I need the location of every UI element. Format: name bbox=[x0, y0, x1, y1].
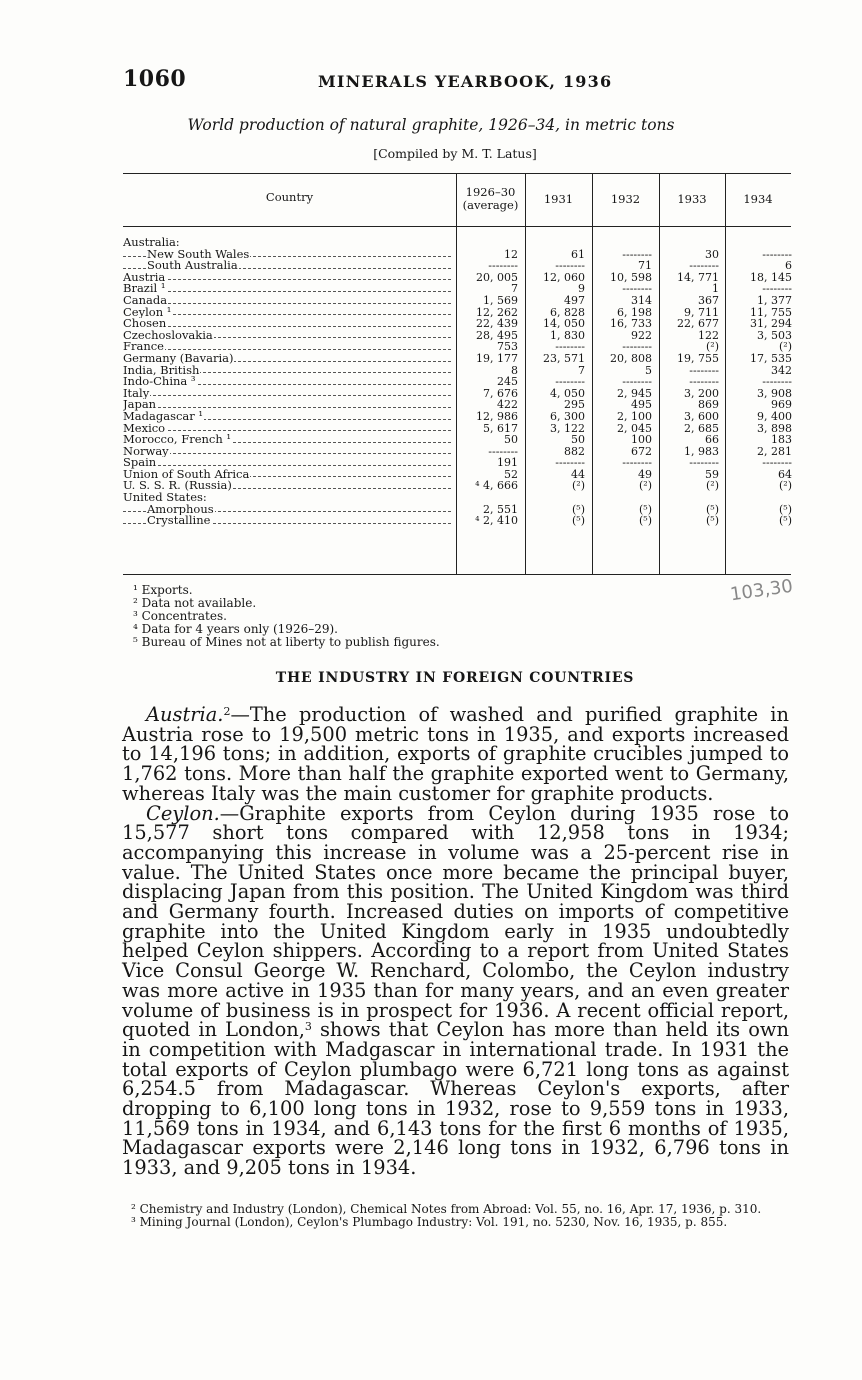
table-row-country bbox=[123, 434, 453, 446]
table-cell: 191 bbox=[497, 456, 518, 470]
country-label: Chosen bbox=[123, 318, 167, 330]
table-cell: 2, 551 bbox=[483, 502, 518, 516]
table-cell: 20, 808 bbox=[610, 351, 652, 365]
table-cell bbox=[458, 237, 518, 249]
table-cell: (²) bbox=[779, 479, 792, 493]
table-cell: 12, 986 bbox=[476, 409, 518, 423]
value-column-1926-30 bbox=[458, 237, 518, 527]
section-title: THE INDUSTRY IN FOREIGN COUNTRIES bbox=[275, 670, 635, 686]
table-cell: 869 bbox=[698, 398, 719, 412]
table-row-country bbox=[123, 283, 453, 295]
table-compiler: [Compiled by M. T. Latus] bbox=[373, 146, 537, 161]
table-cell: 12 bbox=[504, 247, 518, 261]
table-row-country bbox=[123, 480, 453, 492]
table-cell: 3, 122 bbox=[550, 421, 585, 435]
table-cell: 295 bbox=[564, 398, 585, 412]
table-cell: 19, 177 bbox=[476, 351, 518, 365]
table-cell bbox=[527, 237, 585, 249]
table-cell: 8 bbox=[511, 363, 518, 377]
table-cell: 31, 294 bbox=[750, 317, 792, 331]
col-header-1931: 1931 bbox=[543, 192, 574, 206]
table-cell: 1, 983 bbox=[684, 444, 719, 458]
table-footnote: ⁵ Bureau of Mines not at liberty to publish figures. bbox=[133, 635, 440, 649]
table-row-country bbox=[123, 504, 453, 516]
table-row-country bbox=[123, 365, 453, 377]
table-bottom-rule bbox=[123, 574, 791, 575]
table-cell: 3, 200 bbox=[684, 386, 719, 400]
country-label: France bbox=[123, 341, 164, 353]
table-row-country bbox=[123, 399, 453, 411]
austria-heading: Austria. bbox=[146, 703, 224, 726]
table-cell: -------- bbox=[689, 375, 719, 389]
page-number: 1060 bbox=[123, 66, 187, 92]
country-label: India, British bbox=[123, 364, 200, 377]
table-footnote: ⁴ Data for 4 years only (1926–29). bbox=[133, 622, 338, 636]
table-cell: -------- bbox=[622, 247, 652, 261]
table-cell: (²) bbox=[706, 479, 719, 493]
table-cell: 9, 400 bbox=[757, 409, 792, 423]
country-label: United States: bbox=[123, 492, 207, 504]
table-cell: -------- bbox=[555, 375, 585, 389]
value-column-1932 bbox=[594, 237, 652, 527]
table-cell: 122 bbox=[698, 328, 719, 342]
table-cell: (⁵) bbox=[639, 514, 652, 528]
table-cell: ⁴ 2, 410 bbox=[475, 514, 518, 528]
country-label: Italy bbox=[123, 387, 150, 400]
table-cell: (⁵) bbox=[706, 502, 719, 516]
country-label: Norway bbox=[123, 445, 169, 458]
country-label: Czechoslovakia bbox=[123, 329, 213, 342]
value-column-1931 bbox=[527, 237, 585, 527]
table-row-country bbox=[123, 341, 453, 353]
table-cell: 495 bbox=[631, 398, 652, 412]
table-cell: -------- bbox=[622, 456, 652, 470]
table-cell: -------- bbox=[689, 363, 719, 377]
table-cell: 3, 908 bbox=[757, 386, 792, 400]
col-header-1934: 1934 bbox=[743, 192, 773, 206]
col-divider bbox=[725, 173, 726, 574]
country-label: Mexico bbox=[123, 422, 166, 435]
table-cell: 969 bbox=[771, 398, 792, 412]
table-cell: 2, 945 bbox=[617, 386, 652, 400]
table-footnote: ³ Concentrates. bbox=[133, 609, 227, 623]
ceylon-text-1: —Graphite exports from Ceylon during 1935 rose to 15,577 short tons compared with 12,958 tons in 1934; accompanying this increase in volume was a 25-percent rise in value. The United States once more became the principal buyer, displacing Japan from this position. The United Kingdom was third and Germany fourth. Increased duties on imports of competitive graphite into the United Kingdom early in 1935 undoubtedly helped Ceylon shippers. According to a report from United States Vice Consul George W. Renchard, Colombo, the Ceylon industry was more active in 1935 than for many years, and an even greater volume of business is in prospect for 1936. A recent official report, quoted in London, bbox=[122, 801, 789, 1042]
col-header-1926-30-note: (average) bbox=[462, 198, 519, 212]
table-cell: 367 bbox=[698, 293, 719, 307]
table-row-country bbox=[123, 295, 453, 307]
table-cell: (⁵) bbox=[706, 514, 719, 528]
table-cell: 3, 503 bbox=[757, 328, 792, 342]
table-cell: 23, 571 bbox=[543, 351, 585, 365]
col-divider bbox=[525, 173, 526, 574]
col-header-1926-30 bbox=[456, 186, 525, 212]
paragraph-ceylon bbox=[122, 801, 789, 1180]
col-header-1932: 1932 bbox=[610, 192, 641, 206]
body-text bbox=[122, 705, 789, 1178]
table-cell: -------- bbox=[488, 259, 518, 273]
table-cell: -------- bbox=[689, 259, 719, 273]
table-cell: 5 bbox=[645, 363, 652, 377]
pencil-margin-note: 103,30 bbox=[728, 575, 795, 606]
table-cell: 3, 600 bbox=[684, 409, 719, 423]
table-cell: 14, 771 bbox=[677, 270, 719, 284]
table-footnote: ¹ Exports. bbox=[133, 583, 193, 597]
table-cell: 14, 050 bbox=[543, 317, 585, 331]
table-cell: -------- bbox=[762, 282, 792, 296]
table-cell: 11, 755 bbox=[750, 305, 792, 319]
col-divider bbox=[592, 173, 593, 574]
table-cell: 4, 050 bbox=[550, 386, 585, 400]
table-cell: 7 bbox=[511, 282, 518, 296]
table-cell: 672 bbox=[631, 444, 652, 458]
table-cell: 245 bbox=[497, 375, 518, 389]
table-cell: -------- bbox=[762, 456, 792, 470]
table-cell: 22, 439 bbox=[476, 317, 518, 331]
table-cell: 753 bbox=[497, 340, 518, 354]
table-cell: (²) bbox=[779, 340, 792, 354]
table-row-country bbox=[123, 492, 453, 504]
table-row-country bbox=[123, 260, 453, 272]
table-cell: 2, 685 bbox=[684, 421, 719, 435]
table-cell: 9, 711 bbox=[684, 305, 719, 319]
table-cell: 59 bbox=[705, 467, 719, 481]
table-cell: 7, 676 bbox=[483, 386, 518, 400]
table-cell: (⁵) bbox=[779, 514, 792, 528]
table-row-country bbox=[123, 330, 453, 342]
table-cell: 2, 045 bbox=[617, 421, 652, 435]
table-cell: -------- bbox=[555, 456, 585, 470]
page-footnote-2: ² Chemistry and Industry (London), Chemical Notes from Abroad: Vol. 55, no. 16, Apr. 17, 1936, p. 310. bbox=[131, 1202, 762, 1216]
table-cell: -------- bbox=[762, 375, 792, 389]
table-cell: 52 bbox=[504, 467, 518, 481]
table-row-country bbox=[123, 376, 453, 388]
footnote-ref-2: 2 bbox=[223, 705, 231, 718]
table-cell: 497 bbox=[564, 293, 585, 307]
table-row-country bbox=[123, 469, 453, 481]
table-cell: 64 bbox=[778, 467, 792, 481]
table-row-country bbox=[123, 249, 453, 261]
austria-text: —The production of washed and purified graphite in Austria rose to 19,500 metric tons in 1935, and exports increased to 14,196 tons; in addition, exports of graphite crucibles jumped to 1,762 tons. More than half the graphite exported went to Germany, whereas Italy was the main customer for graphite products. bbox=[122, 703, 789, 805]
table-row-country bbox=[123, 411, 453, 423]
table-row-country bbox=[123, 237, 453, 249]
table-cell: (²) bbox=[572, 479, 585, 493]
table-cell: (⁵) bbox=[639, 502, 652, 516]
country-column bbox=[123, 237, 453, 527]
country-label: Brazil ¹ bbox=[123, 283, 166, 295]
table-cell: 12, 060 bbox=[543, 270, 585, 284]
table-cell: 20, 005 bbox=[476, 270, 518, 284]
country-label: Amorphous bbox=[147, 503, 214, 516]
table-cell: 17, 535 bbox=[750, 351, 792, 365]
table-footnote: ² Data not available. bbox=[133, 596, 257, 610]
value-column-1933 bbox=[661, 237, 719, 527]
table-cell: -------- bbox=[488, 444, 518, 458]
table-cell: ⁴ 4, 666 bbox=[475, 479, 518, 493]
col-divider bbox=[659, 173, 660, 574]
table-row-country bbox=[123, 272, 453, 284]
country-label: Union of South Africa bbox=[123, 468, 250, 481]
table-cell: 2, 100 bbox=[617, 409, 652, 423]
table-cell: -------- bbox=[762, 247, 792, 261]
table-cell: 3, 898 bbox=[757, 421, 792, 435]
table-cell: -------- bbox=[622, 340, 652, 354]
page-footnote-3: ³ Mining Journal (London), Ceylon's Plumbago Industry: Vol. 191, no. 5230, Nov. 16, 1935, p. 855. bbox=[131, 1214, 728, 1229]
country-label: Germany (Bavaria) bbox=[123, 352, 234, 365]
country-label: Crystalline bbox=[147, 515, 211, 527]
table-cell: 1, 377 bbox=[757, 293, 792, 307]
paragraph-austria bbox=[122, 705, 789, 804]
col-divider bbox=[456, 173, 457, 574]
table-title: World production of natural graphite, 1926–34, in metric tons bbox=[187, 116, 675, 134]
col-header-1933: 1933 bbox=[677, 192, 707, 206]
table-footnotes bbox=[133, 584, 440, 649]
table-cell: 10, 598 bbox=[610, 270, 652, 284]
table-cell: 71 bbox=[638, 259, 652, 273]
table-row-country bbox=[123, 388, 453, 400]
table-header-rule bbox=[123, 226, 791, 227]
country-label: New South Wales bbox=[147, 248, 250, 261]
table-row-country bbox=[123, 423, 453, 435]
table-cell bbox=[594, 492, 652, 504]
table-cell: 6 bbox=[785, 259, 792, 273]
table-row-country bbox=[123, 446, 453, 458]
table-cell: 49 bbox=[638, 467, 652, 481]
country-label: Canada bbox=[123, 294, 168, 307]
table-cell: -------- bbox=[555, 259, 585, 273]
page-footnotes bbox=[131, 1203, 761, 1228]
table-cell: (⁵) bbox=[572, 502, 585, 516]
country-label: Madagascar ¹ bbox=[123, 410, 204, 423]
table-cell bbox=[458, 492, 518, 504]
table-cell: 2, 281 bbox=[757, 444, 792, 458]
table-cell: 314 bbox=[631, 293, 652, 307]
table-cell: -------- bbox=[622, 282, 652, 296]
table-cell: 882 bbox=[564, 444, 585, 458]
table-cell: (⁵) bbox=[572, 514, 585, 528]
table-cell: 1, 830 bbox=[550, 328, 585, 342]
running-head: MINERALS YEARBOOK, 1936 bbox=[318, 72, 613, 91]
table-cell: 16, 733 bbox=[610, 317, 652, 331]
table-cell: 422 bbox=[497, 398, 518, 412]
country-label: Indo-China ³ bbox=[123, 376, 196, 388]
table-cell bbox=[727, 492, 792, 504]
table-cell: 9 bbox=[578, 282, 585, 296]
country-label: Spain bbox=[123, 457, 157, 469]
table-cell: 19, 755 bbox=[677, 351, 719, 365]
table-cell: 1 bbox=[712, 282, 719, 296]
table-cell: 6, 300 bbox=[550, 409, 585, 423]
ceylon-text-2: shows that Ceylon has more than held its own in competition with Madgascar in international trade. In 1931 the total exports of Ceylon plumbago were 6,721 long tons as against 6,254.5 from Madagascar. Whereas Ceylon's exports, after dropping to 6,100 long tons in 1932, rose to 9,559 tons in 1933, 11,569 tons in 1934, and 6,143 tons for the first 6 months of 1935, Madagascar exports were 2,146 long tons in 1932, 6,796 tons in 1933, and 9,205 tons in 1934. bbox=[122, 1018, 789, 1180]
country-label: Morocco, French ¹ bbox=[123, 434, 232, 446]
table-cell: 6, 828 bbox=[550, 305, 585, 319]
table-cell bbox=[727, 237, 792, 249]
value-column-1934 bbox=[727, 237, 792, 527]
table-cell: (²) bbox=[639, 479, 652, 493]
table-cell: 6, 198 bbox=[617, 305, 652, 319]
table-cell: -------- bbox=[689, 456, 719, 470]
table-cell: (⁵) bbox=[779, 502, 792, 516]
table-cell: 44 bbox=[571, 467, 585, 481]
table-row-country bbox=[123, 457, 453, 469]
table-cell: 100 bbox=[631, 433, 652, 447]
col-header-country: Country bbox=[265, 190, 314, 204]
col-header-1926-30-years: 1926–30 bbox=[465, 185, 516, 199]
table-cell: 22, 677 bbox=[677, 317, 719, 331]
country-label: Japan bbox=[123, 399, 157, 411]
table-row-country bbox=[123, 515, 453, 527]
table-cell: 50 bbox=[571, 433, 585, 447]
table-row-country bbox=[123, 318, 453, 330]
table-cell: 1, 569 bbox=[483, 293, 518, 307]
table-cell: 12, 262 bbox=[476, 305, 518, 319]
table-cell bbox=[661, 492, 719, 504]
ceylon-heading: Ceylon. bbox=[146, 801, 220, 825]
table-row-country bbox=[123, 353, 453, 365]
footnote-ref-3: 3 bbox=[304, 1020, 312, 1034]
table-cell bbox=[527, 492, 585, 504]
table-cell bbox=[661, 237, 719, 249]
table-cell: 5, 617 bbox=[483, 421, 518, 435]
table-cell: (²) bbox=[706, 340, 719, 354]
table-cell: 50 bbox=[504, 433, 518, 447]
table-cell: 61 bbox=[571, 247, 585, 261]
table-cell: 922 bbox=[631, 328, 652, 342]
table-cell: 28, 495 bbox=[476, 328, 518, 342]
country-label: Australia: bbox=[123, 237, 180, 249]
table-cell: 7 bbox=[578, 363, 585, 377]
country-label: Austria bbox=[123, 271, 166, 284]
table-cell: 342 bbox=[771, 363, 792, 377]
table-top-rule bbox=[123, 173, 791, 174]
table-cell: 30 bbox=[705, 247, 719, 261]
table-cell: 18, 145 bbox=[750, 270, 792, 284]
table-cell bbox=[594, 237, 652, 249]
table-cell: 66 bbox=[705, 433, 719, 447]
table-cell: 183 bbox=[771, 433, 792, 447]
table-row-country bbox=[123, 307, 453, 319]
table-cell: -------- bbox=[555, 340, 585, 354]
country-label: South Australia bbox=[147, 260, 238, 272]
table-cell: -------- bbox=[622, 375, 652, 389]
country-label: Ceylon ¹ bbox=[123, 306, 172, 319]
country-label: U. S. S. R. (Russia) bbox=[123, 480, 232, 493]
